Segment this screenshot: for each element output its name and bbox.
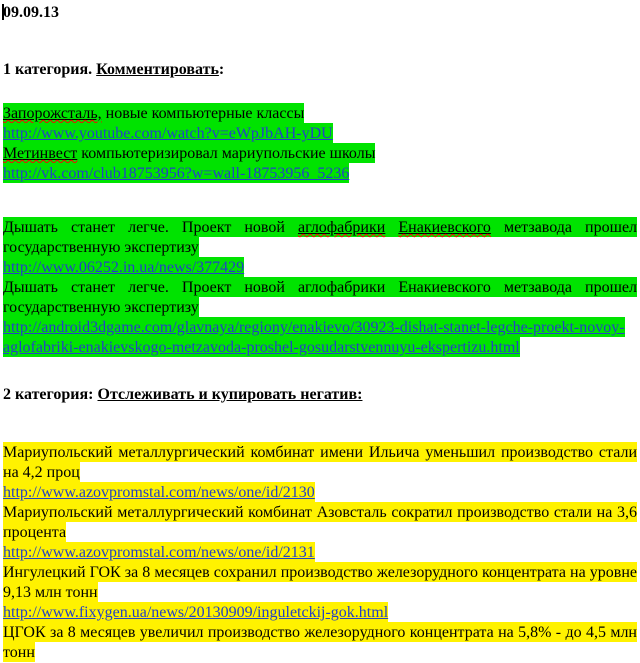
news-title-paragraph (3, 503, 637, 543)
spacer (3, 358, 637, 385)
section1-heading (3, 60, 637, 80)
youtube-link[interactable]: http://www.youtube.com/watch?v=eWpJbAH-yDU (3, 125, 333, 142)
highlight-green (3, 217, 637, 257)
section2-heading (3, 385, 637, 405)
spacer (3, 23, 637, 60)
news-title-paragraph (3, 563, 637, 603)
underlined-word (298, 219, 385, 236)
spacer (3, 405, 637, 443)
news-title-text: новые компьютерные классы (101, 105, 305, 122)
misspelled-word: Енакиевского (398, 219, 491, 236)
highlight-yellow (3, 622, 637, 662)
highlight-green (3, 143, 375, 163)
news-title-paragraph (3, 218, 637, 258)
section1-heading-suffix: : (218, 61, 225, 78)
underlined-word (3, 145, 77, 162)
highlight-green (3, 163, 349, 183)
vk-link[interactable]: http://vk.com/club18753956?w=wall-18753956_5236 (3, 165, 350, 182)
news-link-line (3, 124, 637, 144)
news-title-text: метзавода прошел государственную экспертизу (3, 219, 638, 256)
section2-heading-underlined: Отслеживать и купировать негатив: (97, 386, 363, 403)
news-article-link[interactable]: http://www.azovpromstal.com/news/one/id/2130 (3, 484, 315, 501)
news-link-line (3, 483, 637, 503)
news-article-link[interactable]: http://www.06252.in.ua/news/377429 (3, 259, 245, 276)
spacer (3, 184, 637, 218)
news-title-line (3, 104, 637, 124)
news-group-aglofabrika (3, 218, 637, 358)
misspelled-word: Метинвест (3, 145, 78, 162)
section1-heading-prefix: 1 категория. (3, 61, 97, 78)
spacer (3, 80, 637, 104)
highlight-green (3, 123, 333, 143)
news-title-text: компьютеризировал мариупольские школы (77, 145, 376, 162)
highlight-yellow (3, 482, 315, 502)
underlined-word (3, 105, 102, 122)
word-separator (385, 219, 398, 236)
misspelled-word: аглофабрики (297, 219, 386, 236)
news-link-line (3, 258, 637, 278)
news-title-paragraph (3, 443, 637, 483)
news-group-negative (3, 443, 637, 663)
news-link-line (3, 603, 637, 623)
highlight-yellow (3, 542, 315, 562)
highlight-green (3, 317, 625, 357)
section1-heading-underlined: Комментировать (96, 61, 219, 78)
news-link-paragraph (3, 318, 637, 358)
text-cursor (2, 4, 4, 20)
highlight-green (3, 257, 244, 277)
news-title-paragraph (3, 623, 637, 663)
news-title-paragraph (3, 278, 637, 318)
date-line: 09.09.13 (3, 4, 59, 21)
news-article-link[interactable]: http://www.fixygen.ua/news/20130909/inguletckij-gok.html (3, 604, 389, 621)
underlined-word (398, 219, 491, 236)
highlight-yellow (3, 442, 637, 482)
news-article-link[interactable]: http://android3dgame.com/glavnaya/regiony/enakievo/30923-dishat-stanet-legche-proekt-novoy-aglofabriki-enakievskogo-metzavoda-proshel-gosudarstvennuyu-ekspertizu.html (3, 319, 625, 356)
news-title-text: Дышать станет легче. Проект новой аглофабрики Енакиевского метзавода прошел государственную экспертизу (3, 279, 637, 316)
news-title-line (3, 144, 637, 164)
highlight-green (3, 277, 637, 317)
news-link-line (3, 164, 637, 184)
section2-heading-prefix: 2 категория: (3, 386, 98, 403)
news-title-text: Мариупольский металлургический комбинат имени Ильича уменьшил производство стали на 4,2 проц (3, 444, 637, 481)
highlight-yellow (3, 562, 637, 602)
news-group-commentary (3, 104, 637, 184)
news-title-text: Мариупольский металлургический комбинат Азовсталь сократил производство стали на 3,6 процента (3, 504, 637, 541)
news-link-line (3, 543, 637, 563)
highlight-yellow (3, 602, 388, 622)
highlight-yellow (3, 502, 637, 542)
news-title-text: ЦГОК за 8 месяцев увеличил производство железорудного концентрата на 5,8% - до 4,5 млн тонн (3, 624, 637, 661)
news-title-text: Ингулецкий ГОК за 8 месяцев сохранил производство железорудного концентрата на уровне 9,13 млн тонн (3, 564, 637, 601)
misspelled-word: Запорожсталь, (3, 105, 102, 122)
news-article-link[interactable]: http://www.azovpromstal.com/news/one/id/2131 (3, 544, 315, 561)
highlight-green (3, 103, 304, 123)
news-title-text: Дышать станет легче. Проект новой (3, 219, 298, 236)
